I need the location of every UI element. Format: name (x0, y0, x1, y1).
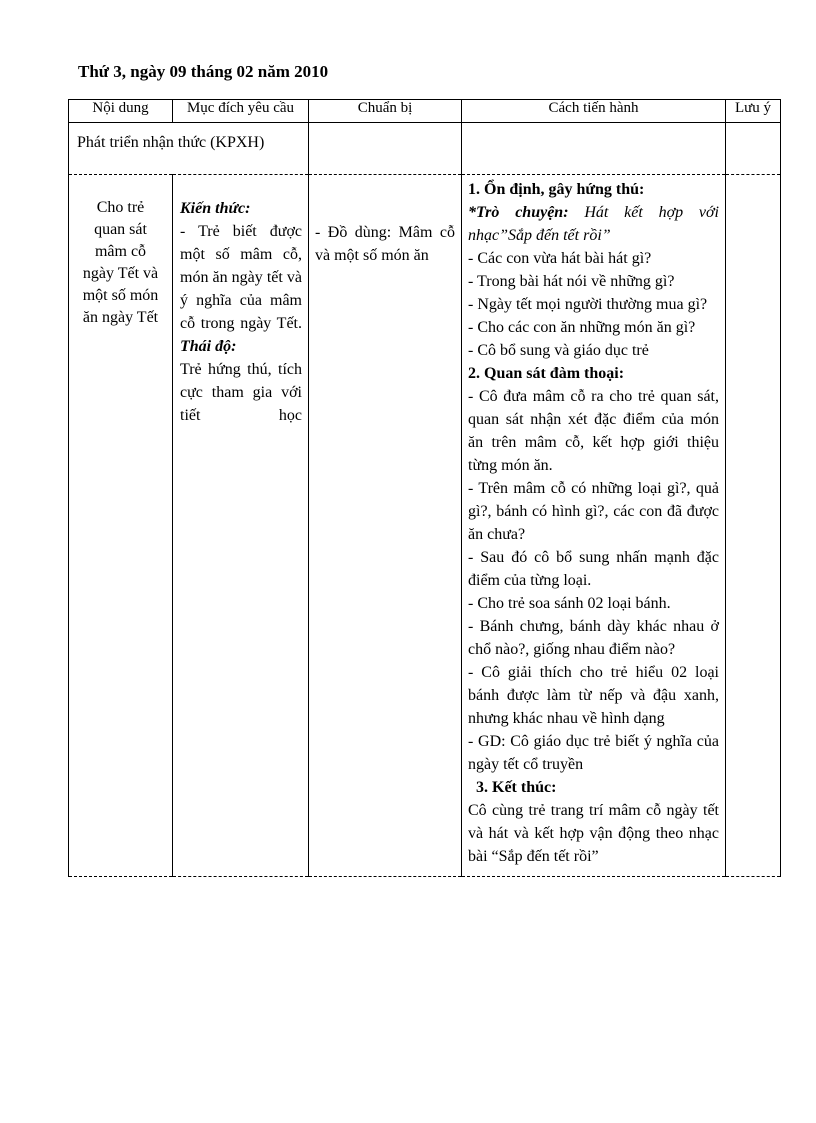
preparation-text: - Đồ dùng: Mâm cỗ và một số món ăn (315, 224, 455, 264)
content-cell (69, 175, 173, 877)
objectives-cell (173, 175, 309, 877)
subject-empty-notes (726, 123, 781, 175)
subject-empty-proc (462, 123, 726, 175)
step1-item: - Ngày tết mọi người thường mua gì? (468, 296, 708, 313)
step2-item: - Trên mâm cỗ có những loại gì?, quả gì?, bánh có hình gì?, các con đã được ăn chưa? (468, 480, 719, 543)
attitude-heading: Thái độ: (180, 338, 237, 355)
content-line: mâm cỗ (94, 243, 147, 260)
header-content: Nội dung (69, 100, 173, 123)
step3-heading: 3. Kết thúc: (476, 779, 557, 796)
step1-item: - Các con vừa hát bài hát gì? (468, 250, 652, 267)
step1-item: - Trong bài hát nói về những gì? (468, 273, 675, 290)
content-line: một số món (82, 287, 159, 304)
step3-text: Cô cùng trẻ trang trí mâm cỗ ngày tết và hát và kết hợp vận động theo nhạc bài “Sắp đến tết rồi” (468, 802, 719, 865)
step2-item: - GD: Cô giáo dục trẻ biết ý nghĩa của ngày tết cổ truyền (468, 733, 719, 773)
knowledge-text: - Trẻ biết được một số mâm cỗ, món ăn ngày tết và ý nghĩa của mâm cỗ trong ngày Tết. (180, 223, 302, 332)
header-row (69, 100, 781, 123)
step2-item: - Cô giải thích cho trẻ hiểu 02 loại bánh được làm từ nếp và đậu xanh, nhưng khác nhau về hình dạng (468, 664, 719, 727)
knowledge-heading: Kiến thức: (180, 200, 251, 217)
procedure-cell (462, 175, 726, 877)
step1-heading: 1. Ổn định, gây hứng thú: (468, 181, 645, 198)
content-line: Cho trẻ (96, 199, 145, 216)
header-preparation: Chuẩn bị (309, 100, 462, 123)
lesson-plan-table (68, 99, 781, 877)
chat-line (468, 201, 719, 247)
subject-empty-prep (309, 123, 462, 175)
notes-cell (726, 175, 781, 877)
header-notes: Lưu ý (726, 100, 781, 123)
chat-text: Hát kết hợp với nhạc”Sắp đến tết rồi” (468, 204, 719, 244)
header-procedure: Cách tiến hành (462, 100, 726, 123)
step2-item: - Cho trẻ soa sánh 02 loại bánh. (468, 595, 671, 612)
subject-row (69, 123, 781, 175)
preparation-cell (309, 175, 462, 877)
subject-cell (69, 123, 309, 175)
attitude-text: Trẻ hứng thú, tích cực tham gia với tiết học (180, 361, 302, 424)
chat-label: *Trò chuyện: (468, 204, 569, 221)
subject-label: Phát triển nhận thức (KPXH) (77, 134, 265, 151)
lesson-row (69, 175, 781, 877)
step2-item: - Sau đó cô bổ sung nhấn mạnh đặc điểm của từng loại. (468, 549, 719, 589)
cell-spacer (468, 868, 719, 876)
step1-item: - Cho các con ăn những món ăn gì? (468, 319, 696, 336)
step2-heading: 2. Quan sát đàm thoại: (468, 365, 625, 382)
step2-item: - Cô đưa mâm cỗ ra cho trẻ quan sát, quan sát nhận xét đặc điểm của món ăn trên mâm cỗ, kết hợp giới thiệu từng món ăn. (468, 388, 719, 474)
header-objectives: Mục đích yêu cầu (173, 100, 309, 123)
step1-item: - Cô bổ sung và giáo dục trẻ (468, 342, 649, 359)
content-line: ăn ngày Tết (82, 309, 159, 326)
step2-item: - Bánh chưng, bánh dày khác nhau ở chổ nào?, giống nhau điểm nào? (468, 618, 719, 658)
content-line: ngày Tết và (82, 265, 159, 282)
content-line: quan sát (94, 221, 147, 238)
page-title: Thứ 3, ngày 09 tháng 02 năm 2010 (78, 62, 329, 81)
